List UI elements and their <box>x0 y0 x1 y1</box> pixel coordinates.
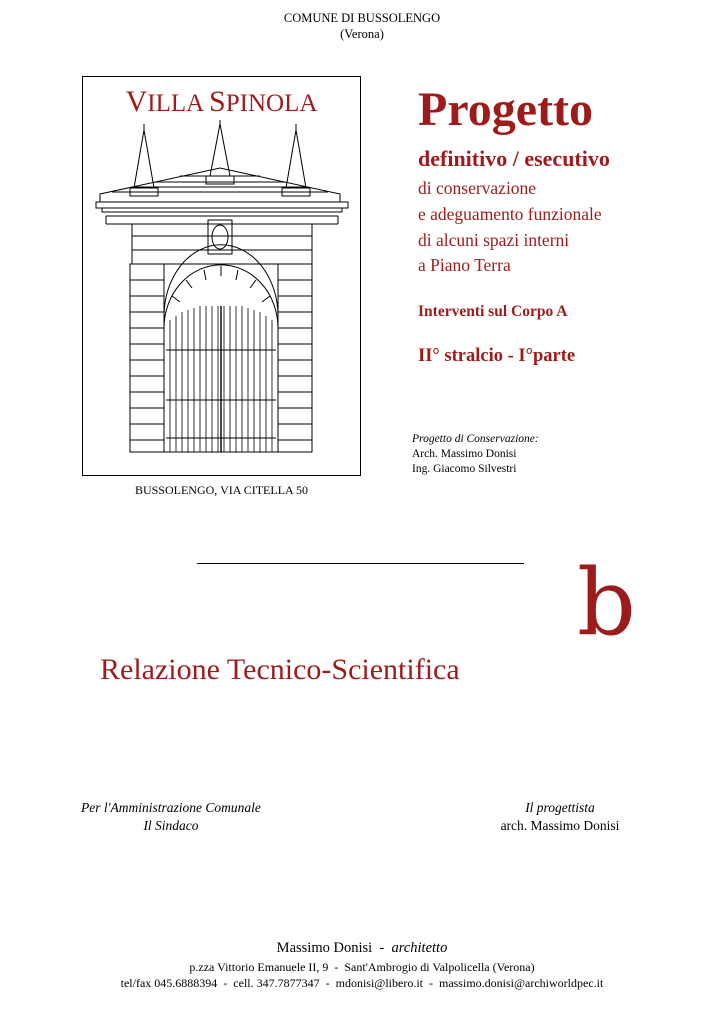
villa-address: BUSSOLENGO, VIA CITELLA 50 <box>134 483 309 497</box>
footer-contacts: tel/fax 045.6888394 - cell. 347.7877347 - mdonisi@libero.it - massimo.donisi@archiworldpec.it <box>120 976 604 990</box>
divider-rule <box>197 563 524 564</box>
project-desc-line: di conservazione <box>418 178 537 198</box>
conservation-person: Arch. Massimo Donisi <box>412 448 517 460</box>
signature-left-label: Per l'Amministrazione Comunale <box>81 800 261 815</box>
footer-address: p.zza Vittorio Emanuele II, 9 - Sant'Ambrogio di Valpolicella (Verona) <box>189 960 535 974</box>
document-title: Relazione Tecnico-Scientifica <box>100 653 460 686</box>
project-phase: II° stralcio - I°parte <box>418 346 576 366</box>
project-title: Progetto <box>418 83 594 136</box>
signature-right-name: arch. Massimo Donisi <box>500 818 620 833</box>
signature-right-label: Il progettista <box>525 800 595 815</box>
section-letter: b <box>577 549 636 656</box>
project-desc-line: a Piano Terra <box>418 255 511 275</box>
header-province: (Verona) <box>340 27 384 41</box>
project-desc-line: e adeguamento funzionale <box>418 204 602 224</box>
project-desc-line: di alcuni spazi interni <box>418 230 570 250</box>
header-municipality: COMUNE DI BUSSOLENGO <box>283 11 441 25</box>
gate-drawing-icon <box>92 120 352 460</box>
signature-left-role: Il Sindaco <box>143 818 199 833</box>
footer-name: Massimo Donisi - architetto <box>276 940 448 956</box>
conservation-person: Ing. Giacomo Silvestri <box>412 463 517 475</box>
project-subtitle: definitivo / esecutivo <box>418 146 610 171</box>
conservation-label: Progetto di Conservazione: <box>412 433 539 445</box>
villa-title: VILLA SPINOLA <box>125 85 318 118</box>
project-interventions: Interventi sul Corpo A <box>418 303 568 320</box>
